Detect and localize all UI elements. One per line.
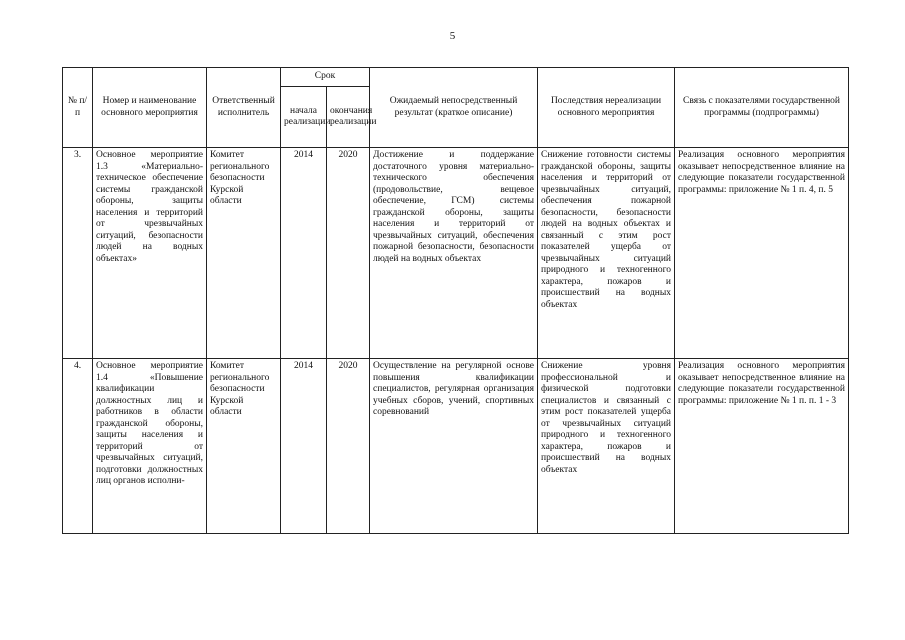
measure-name-text: Основное мероприятие 1.4 «Повышение квалификации должностных лиц и работников в области гражданской обороны, защиты населения и территорий от чрезвычайных ситуаций, подготовки должностных лиц органов исполни-	[96, 361, 203, 486]
header-result: Ожидаемый непосредственный результат (краткое описание)	[370, 68, 538, 148]
header-responsible: Ответственный исполнитель	[207, 68, 281, 148]
end-year: 2020	[327, 148, 370, 359]
expected-result: Достижение и поддержание достаточного уровня материально-технического обеспечения (продовольствие, вещевое обеспечение, ГСМ) системы гражданской обороны, защиты населения и территорий от чрезвычайных ситуаций, обеспечения пожарной безопасности, безопасности людей на водных объектах	[370, 148, 538, 359]
responsible: Комитет регионального безопасности Курской области	[207, 148, 281, 359]
header-term: Срок	[281, 68, 370, 87]
table-row	[63, 359, 849, 534]
measure-name-text: Основное мероприятие 1.3 «Материально-техническое обеспечение системы гражданской обороны, защиты населения и территорий от чрезвычайных ситуаций, безопасности людей на водных объектах»	[96, 150, 203, 264]
row-number: 3.	[63, 148, 93, 359]
consequences: Снижение уровня профессиональной и физической подготовки специалистов и связанный с этим рост показателей ущерба от чрезвычайных ситуаций природного и техногенного характера, пожаров и происшествий на водных объектах	[538, 359, 675, 534]
page-number: 5	[449, 30, 456, 42]
header-end: окончания реализации	[327, 87, 370, 148]
start-year: 2014	[281, 148, 327, 359]
expected-result: Осуществление на регулярной основе повышения квалификации специалистов, регулярная организация учебных сборов, учений, спортивных соревнований	[370, 359, 538, 534]
start-year: 2014	[281, 359, 327, 534]
consequences: Снижение готовности системы гражданской обороны, защиты населения и территорий от чрезвычайных ситуаций, обеспечения пожарной безопасности, безопасности людей на водных объектах и связанный с этим рост показателей ущерба от чрезвычайных ситуаций природного и техногенного характера, пожаров и происшествий на водных объектах	[538, 148, 675, 359]
header-num: № п/п	[63, 68, 93, 148]
end-year: 2020	[327, 359, 370, 534]
responsible: Комитет регионального безопасности Курской области	[207, 359, 281, 534]
indicator-link: Реализация основного мероприятия оказывает непосредственное влияние на следующие показатели государственной программы: приложение № 1 п. 4, п. 5	[675, 148, 849, 359]
measure-name	[93, 359, 207, 534]
table-row	[63, 148, 849, 359]
row-number: 4.	[63, 359, 93, 534]
indicator-link: Реализация основного мероприятия оказывает непосредственное влияние на следующие показатели государственной программы: приложение № 1 п. п. 1 - 3	[675, 359, 849, 534]
header-name: Номер и наименование основного мероприятия	[93, 68, 207, 148]
header-consequences: Последствия нереализации основного мероприятия	[538, 68, 675, 148]
header-start: начала реализации	[281, 87, 327, 148]
header-link: Связь с показателями государственной программы (подпрограммы)	[675, 68, 849, 148]
measure-name	[93, 148, 207, 359]
measures-table	[62, 67, 849, 534]
